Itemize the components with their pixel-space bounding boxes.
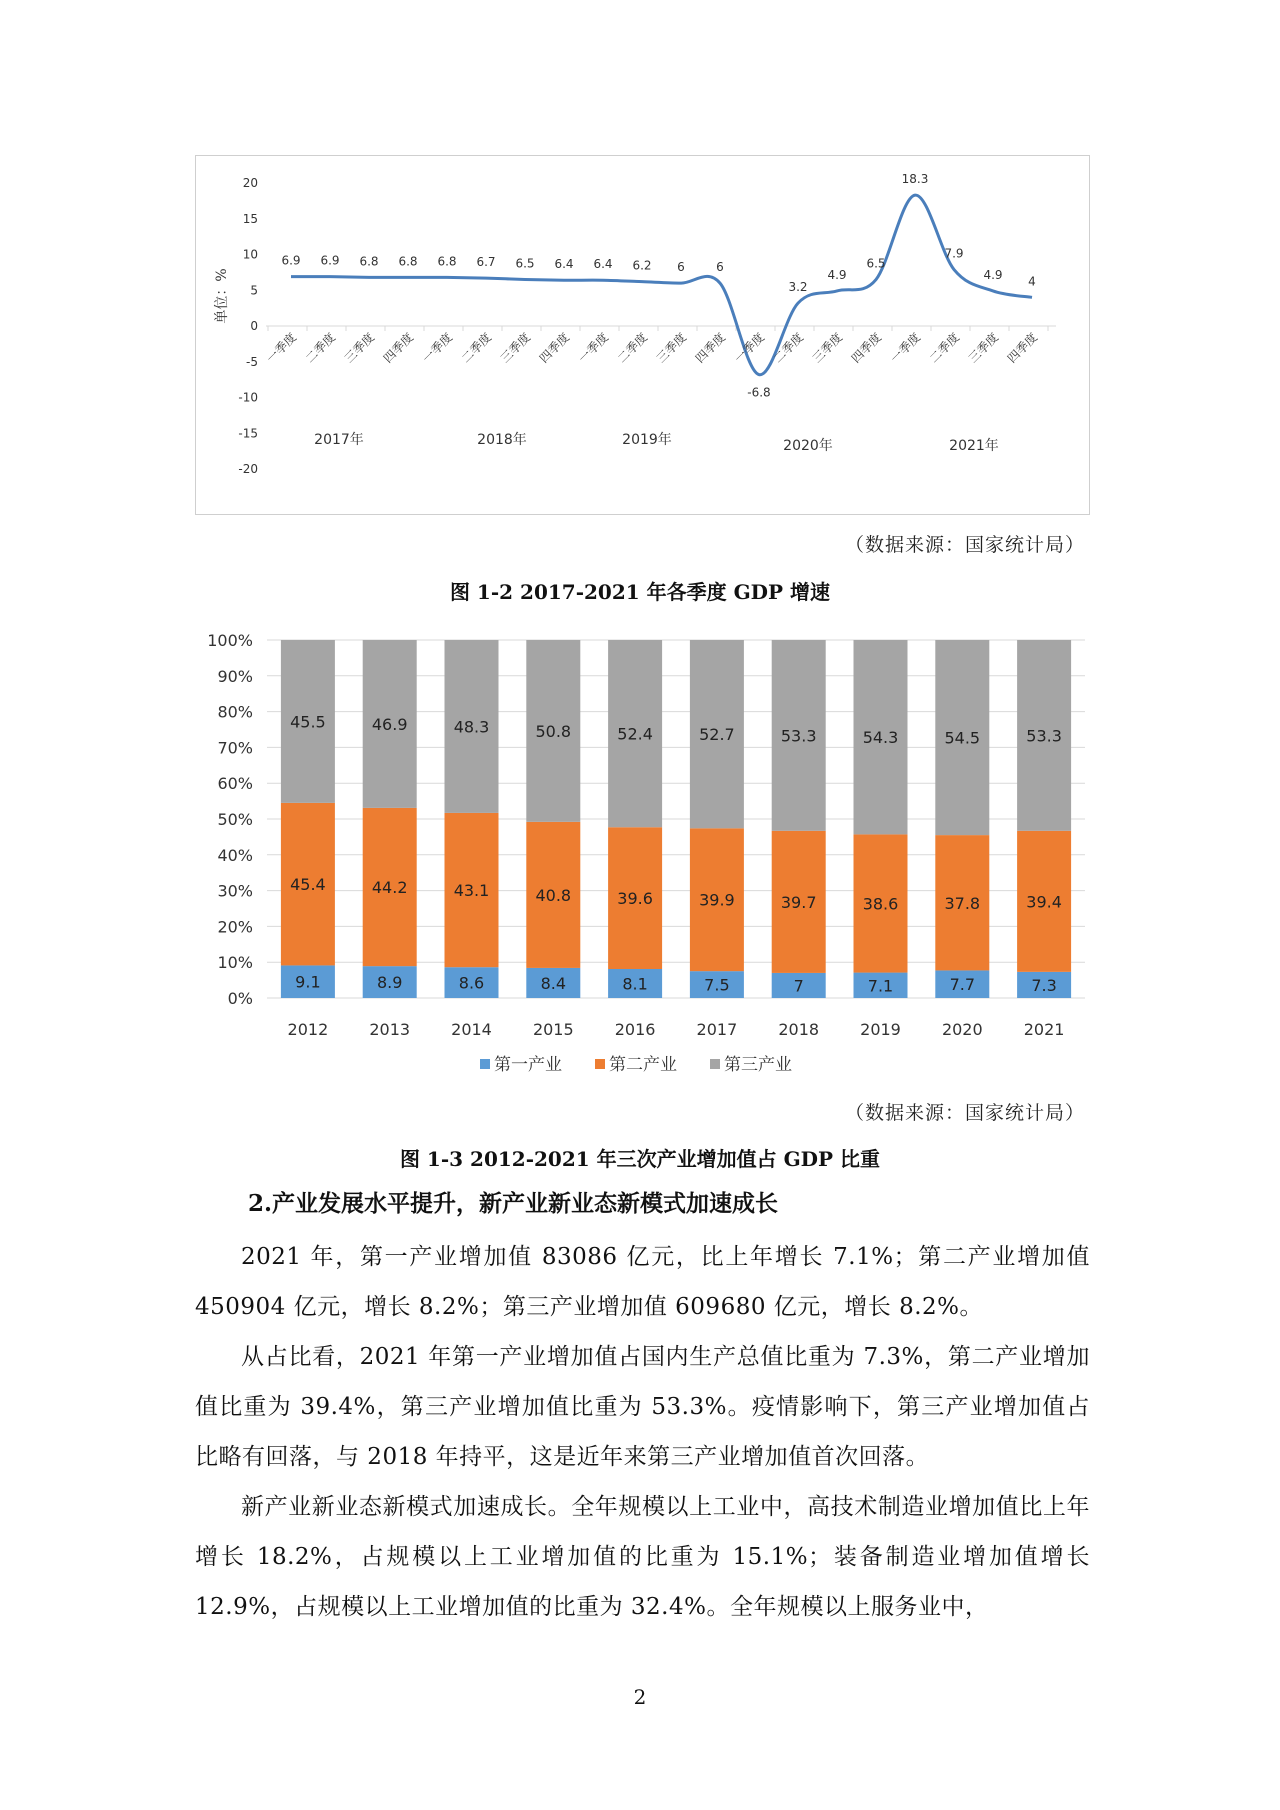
x-category-label: 四季度	[536, 330, 573, 366]
x-category-label: 一季度	[887, 330, 924, 366]
gdp-growth-line-chart-canvas	[196, 156, 1089, 514]
figure2-source: （数据来源：国家统计局）	[844, 1102, 1085, 1124]
bar-value-label: 7.3	[1031, 975, 1057, 995]
bar-value-label: 46.9	[371, 714, 408, 734]
bar-value-label: 7.7	[949, 975, 976, 995]
y-tick-label: 20%	[217, 917, 253, 937]
bar-value-label: 45.4	[290, 875, 326, 895]
y-tick-label: -15	[238, 426, 258, 441]
data-label: 6.4	[554, 257, 574, 272]
y-tick-label: 100%	[207, 631, 253, 650]
bar-value-label: 38.6	[862, 894, 899, 914]
x-category-label: 2016	[614, 1020, 656, 1039]
y-tick-label: 30%	[217, 881, 253, 901]
bar-value-label: 8.1	[622, 974, 648, 994]
y-tick-label: -10	[238, 390, 258, 405]
x-category-label: 二季度	[458, 330, 495, 366]
bar-value-label: 39.9	[699, 890, 735, 910]
x-category-label: 三季度	[497, 330, 534, 366]
figure1-caption: 图 1-2 2017-2021 年各季度 GDP 增速	[449, 580, 831, 604]
bar-value-label: 53.3	[1026, 726, 1062, 746]
bar-value-label: 39.7	[780, 892, 817, 912]
bar-value-label: 39.4	[1026, 892, 1062, 912]
data-label: 6.4	[593, 257, 613, 272]
year-group-label: 2021年	[949, 438, 999, 454]
y-tick-label: 10	[242, 247, 258, 262]
x-category-label: 三季度	[653, 330, 690, 366]
legend-label: 第二产业	[609, 1055, 677, 1075]
data-label: 3.2	[788, 280, 808, 295]
y-tick-label: 20	[242, 176, 258, 190]
y-tick-label: 50%	[217, 810, 253, 829]
x-category-label: 2012	[287, 1020, 329, 1039]
industry-share-stacked-bar-canvas	[195, 620, 1090, 1080]
x-category-label: 四季度	[848, 330, 885, 366]
data-label: -6.8	[747, 385, 771, 400]
data-label: 6	[677, 260, 685, 275]
bar-value-label: 40.8	[535, 885, 572, 905]
paragraph-1: 2021 年，第一产业增加值 83086 亿元，比上年增长 7.1%；第二产业增加值 450904 亿元，增长 8.2%；第三产业增加值 609680 亿元，增长 8.2%。	[195, 1244, 1090, 1320]
legend-swatch	[480, 1059, 490, 1069]
bar-value-label: 45.5	[290, 712, 326, 732]
data-label: 4.9	[983, 267, 1003, 282]
x-category-label: 2019	[860, 1020, 901, 1039]
year-group-label: 2020年	[783, 438, 833, 454]
x-category-label: 2021	[1023, 1020, 1065, 1039]
x-category-label: 2014	[451, 1020, 492, 1039]
legend-swatch	[595, 1059, 605, 1069]
x-category-label: 三季度	[341, 330, 378, 366]
y-tick-label: -20	[238, 462, 258, 476]
x-category-label: 2015	[532, 1020, 574, 1039]
data-label: 6.5	[515, 256, 535, 271]
x-category-label: 2017	[696, 1020, 738, 1039]
data-label: 7.9	[944, 246, 964, 261]
x-category-label: 一季度	[731, 330, 768, 366]
y-tick-label: 0	[250, 319, 258, 333]
year-group-label: 2019年	[622, 432, 672, 448]
y-axis-label: 单位：%	[214, 268, 230, 324]
x-category-label: 一季度	[263, 330, 300, 366]
legend-label: 第三产业	[724, 1055, 792, 1075]
x-category-label: 四季度	[380, 330, 417, 366]
x-category-label: 2020	[941, 1020, 983, 1039]
bar-value-label: 52.7	[699, 725, 735, 745]
bar-value-label: 50.8	[535, 721, 572, 741]
x-category-label: 二季度	[302, 330, 339, 366]
year-group-label: 2018年	[477, 432, 527, 448]
x-category-label: 2018	[778, 1020, 820, 1039]
bar-value-label: 8.6	[458, 973, 485, 993]
x-category-label: 一季度	[575, 330, 612, 366]
gdp-growth-line-chart	[195, 155, 1090, 515]
y-tick-label: 10%	[217, 953, 253, 973]
y-tick-label: 80%	[217, 702, 253, 722]
y-tick-label: 15	[242, 211, 258, 226]
y-tick-label: 90%	[217, 666, 253, 686]
bar-value-label: 7.1	[867, 976, 894, 996]
x-category-label: 二季度	[614, 330, 651, 366]
data-label: 6.7	[476, 255, 496, 270]
x-category-label: 三季度	[965, 330, 1002, 366]
bar-value-label: 7.5	[704, 975, 730, 995]
paragraph-2: 从占比看，2021 年第一产业增加值占国内生产总值比重为 7.3%，第二产业增加值比重为 39.4%，第三产业增加值比重为 53.3%。疫情影响下，第三产业增加值占比略有回落，与 2018 年持平，这是近年来第三产业增加值首次回落。	[195, 1344, 1090, 1470]
figure2-caption: 图 1-3 2012-2021 年三次产业增加值占 GDP 比重	[399, 1147, 881, 1171]
bar-value-label: 9.1	[295, 972, 321, 992]
bar-value-label: 52.4	[617, 724, 653, 744]
data-label: 6.2	[632, 258, 652, 273]
data-label: 6.8	[398, 254, 418, 269]
y-tick-label: 0%	[227, 989, 253, 1008]
data-label: 4	[1028, 274, 1036, 289]
page-number: 2	[633, 1685, 647, 1709]
bar-value-label: 37.8	[944, 893, 981, 913]
x-category-label: 四季度	[1004, 330, 1041, 366]
bar-value-label: 39.6	[617, 889, 653, 909]
legend-label: 第一产业	[494, 1055, 562, 1075]
section-heading: 2.产业发展水平提升，新产业新业态新模式加速成长	[248, 1190, 779, 1217]
data-label: 6.9	[320, 253, 340, 268]
industry-share-stacked-bar-chart	[195, 620, 1090, 1080]
y-tick-label: 40%	[217, 845, 253, 865]
x-category-label: 三季度	[809, 330, 846, 366]
data-label: 18.3	[901, 172, 929, 187]
legend-swatch	[710, 1059, 720, 1069]
bar-value-label: 53.3	[780, 726, 817, 746]
data-label: 4.9	[827, 267, 847, 282]
paragraph-3: 新产业新业态新模式加速成长。全年规模以上工业中，高技术制造业增加值比上年增长 18.2%，占规模以上工业增加值的比重为 15.1%；装备制造业增加值增长 12.9%，占规模以上工业增加值的比重为 32.4%。全年规模以上服务业中，	[195, 1494, 1090, 1620]
bar-value-label: 8.9	[376, 973, 403, 993]
figure1-source: （数据来源：国家统计局）	[844, 534, 1085, 556]
x-category-label: 2013	[369, 1020, 411, 1039]
data-label: 6.5	[866, 256, 886, 271]
data-label: 6.9	[281, 253, 301, 268]
x-category-label: 二季度	[926, 330, 963, 366]
x-category-label: 一季度	[419, 330, 456, 366]
x-category-label: 四季度	[692, 330, 729, 366]
y-tick-label: 60%	[217, 774, 253, 794]
data-label: 6.8	[437, 254, 457, 269]
bar-value-label: 43.1	[453, 881, 490, 901]
body-text	[195, 1232, 1090, 1632]
bar-value-label: 7	[793, 976, 804, 996]
bar-value-label: 54.5	[944, 728, 981, 748]
bar-value-label: 48.3	[453, 717, 490, 737]
data-label: 6.8	[359, 254, 379, 269]
y-tick-label: -5	[246, 354, 258, 369]
x-category-label: 二季度	[770, 330, 807, 366]
bar-value-label: 44.2	[371, 878, 408, 898]
y-tick-label: 70%	[217, 738, 253, 758]
data-label: 6	[716, 260, 724, 275]
bar-value-label: 8.4	[540, 973, 567, 993]
year-group-label: 2017年	[314, 432, 364, 448]
bar-value-label: 54.3	[862, 728, 899, 748]
y-tick-label: 5	[250, 283, 258, 298]
